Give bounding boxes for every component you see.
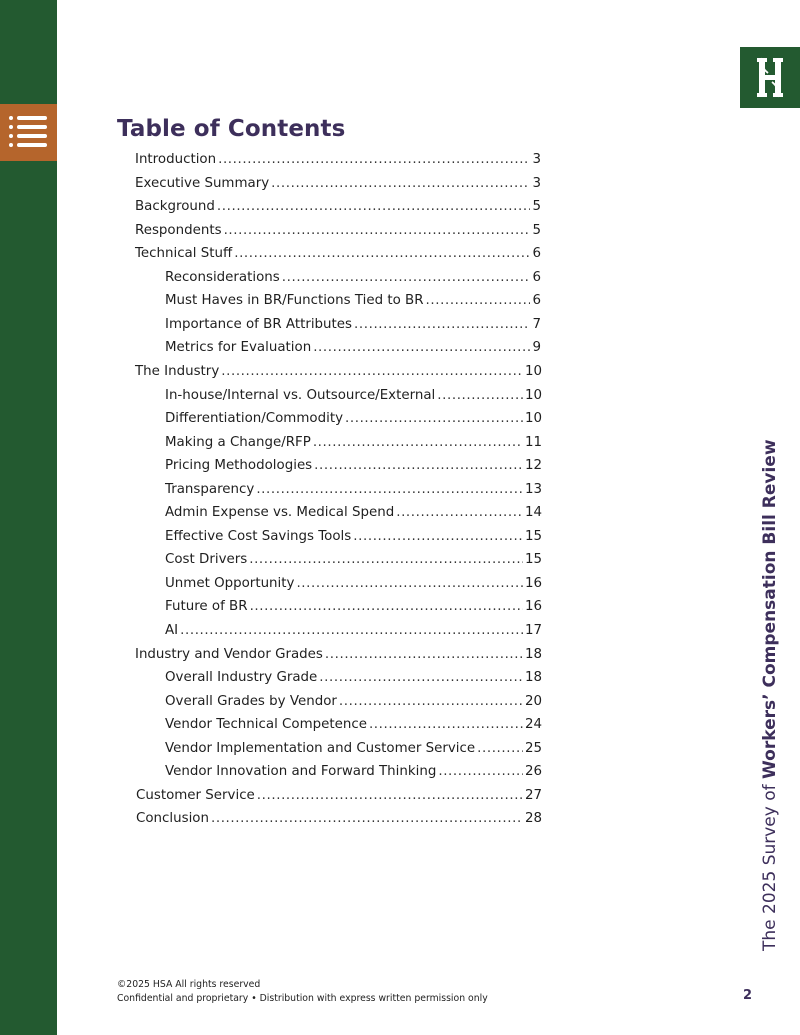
toc-dot-leader xyxy=(296,574,523,594)
toc-entry-label: Conclusion xyxy=(136,811,209,827)
toc-entry-page: 6 xyxy=(532,293,541,309)
toc-entry[interactable] xyxy=(165,456,542,476)
toc-entry[interactable] xyxy=(165,268,541,288)
toc-entry-label: Introduction xyxy=(135,152,217,167)
toc-dot-leader xyxy=(396,503,523,523)
toc-entry-label: Vendor Innovation and Forward Thinking xyxy=(165,764,437,780)
toc-title: Table of Contents xyxy=(117,116,346,142)
hsa-h-logo-icon xyxy=(740,47,800,108)
toc-entry-page: 12 xyxy=(524,458,542,474)
toc-dot-leader xyxy=(217,197,531,217)
copyright-line: ©2025 HSA All rights reserved xyxy=(117,979,261,990)
confidential-line: Confidential and proprietary • Distribution with express written permission only xyxy=(117,993,488,1004)
toc-dot-leader xyxy=(477,739,523,759)
toc-entry-label: Cost Drivers xyxy=(165,552,248,568)
toc-dot-leader xyxy=(345,409,523,429)
toc-dot-leader xyxy=(211,809,523,829)
toc-entry-label: Transparency xyxy=(165,481,255,497)
toc-entry-page: 5 xyxy=(532,222,541,238)
toc-entry-page: 10 xyxy=(524,411,542,427)
toc-dot-leader xyxy=(271,174,530,194)
toc-entry-page: 10 xyxy=(524,387,542,403)
toc-entry-page: 3 xyxy=(532,175,541,191)
toc-entry[interactable] xyxy=(135,362,542,382)
toc-entry[interactable] xyxy=(165,550,542,570)
toc-dot-leader xyxy=(234,244,530,264)
side-title-prefix: The 2025 Survey of xyxy=(760,778,780,951)
toc-entry-label: Unmet Opportunity xyxy=(165,575,295,591)
toc-entry-page: 24 xyxy=(524,717,542,733)
toc-entry[interactable] xyxy=(165,433,542,453)
toc-entry-label: Reconsiderations xyxy=(165,269,280,285)
toc-entry-page: 15 xyxy=(524,552,542,568)
toc-entry[interactable] xyxy=(165,597,542,617)
toc-entry-label: Overall Industry Grade xyxy=(165,670,318,686)
toc-entry-label: Effective Cost Savings Tools xyxy=(165,528,352,544)
document-side-title xyxy=(760,439,780,951)
toc-entry-page: 11 xyxy=(524,434,542,450)
toc-dot-leader xyxy=(250,597,523,617)
toc-entry[interactable] xyxy=(136,786,542,806)
toc-entry-label: Respondents xyxy=(135,222,222,238)
list-menu-icon[interactable] xyxy=(0,104,57,161)
toc-entry[interactable] xyxy=(135,221,541,241)
toc-entry[interactable] xyxy=(165,692,542,712)
toc-entry-label: Vendor Implementation and Customer Service xyxy=(165,740,476,756)
toc-dot-leader xyxy=(218,150,530,170)
toc-entry-label: Making a Change/RFP xyxy=(165,434,311,450)
toc-entry[interactable] xyxy=(165,574,542,594)
toc-entry-label: Industry and Vendor Grades xyxy=(135,646,323,662)
toc-entry-page: 6 xyxy=(532,269,541,285)
toc-dot-leader xyxy=(221,362,523,382)
toc-entry-page: 28 xyxy=(524,811,542,827)
toc-entry-page: 18 xyxy=(524,670,542,686)
toc-entry[interactable] xyxy=(165,386,542,406)
toc-entry-label: The Industry xyxy=(135,363,220,379)
toc-dot-leader xyxy=(354,315,530,335)
toc-entry-label: Must Haves in BR/Functions Tied to BR xyxy=(165,293,424,309)
toc-entry-label: Executive Summary xyxy=(135,175,270,191)
toc-entry-page: 20 xyxy=(524,693,542,709)
toc-entry-page: 17 xyxy=(524,623,542,638)
toc-dot-leader xyxy=(369,715,523,735)
toc-entry-page: 3 xyxy=(532,152,541,167)
toc-dot-leader xyxy=(313,433,523,453)
toc-entry-label: Pricing Methodologies xyxy=(165,458,313,474)
toc-dot-leader xyxy=(224,221,531,241)
toc-entry[interactable] xyxy=(165,480,542,500)
toc-dot-leader xyxy=(180,621,523,641)
toc-dot-leader xyxy=(319,668,523,688)
toc-entry[interactable] xyxy=(165,503,542,523)
toc-dot-leader xyxy=(282,268,531,288)
toc-entry-page: 16 xyxy=(524,599,542,615)
toc-entry-page: 5 xyxy=(532,199,541,215)
toc-dot-leader xyxy=(257,786,523,806)
toc-dot-leader xyxy=(353,527,523,547)
toc-entry[interactable] xyxy=(136,809,542,829)
toc-entry[interactable] xyxy=(165,621,542,641)
page-footer xyxy=(117,978,488,1006)
toc-entry-label: Vendor Technical Competence xyxy=(165,717,367,733)
toc-dot-leader xyxy=(437,386,523,406)
toc-entry-page: 26 xyxy=(524,764,542,780)
toc-entry-page: 13 xyxy=(524,481,542,497)
toc-entry-page: 15 xyxy=(524,528,542,544)
toc-entry-label: Admin Expense vs. Medical Spend xyxy=(165,505,395,521)
toc-entry-page: 14 xyxy=(524,505,542,521)
toc-dot-leader xyxy=(325,645,523,665)
toc-dot-leader xyxy=(438,762,523,782)
toc-entry[interactable] xyxy=(165,338,541,358)
toc-entry-page: 16 xyxy=(524,575,542,591)
toc-entry[interactable] xyxy=(165,315,541,335)
toc-dot-leader xyxy=(314,456,523,476)
toc-dot-leader xyxy=(339,692,523,712)
toc-entry-page: 7 xyxy=(532,316,541,332)
toc-dot-leader xyxy=(313,338,530,358)
toc-entry[interactable] xyxy=(165,715,542,735)
toc-entry-page: 10 xyxy=(524,363,542,379)
toc-dot-leader xyxy=(256,480,523,500)
toc-entry[interactable] xyxy=(165,668,542,688)
toc-entry-label: In-house/Internal vs. Outsource/External xyxy=(165,387,436,403)
toc-entry-label: Future of BR xyxy=(165,599,248,615)
toc-entry-label: Technical Stuff xyxy=(135,246,233,262)
toc-dot-leader xyxy=(426,291,531,311)
toc-entry[interactable] xyxy=(135,174,541,194)
toc-entry[interactable] xyxy=(165,409,542,429)
toc-entry-label: Differentiation/Commodity xyxy=(165,411,343,427)
toc-dot-leader xyxy=(249,550,523,570)
toc-entry-label: AI xyxy=(165,623,179,638)
toc-entry-label: Background xyxy=(135,199,215,215)
toc-entry[interactable] xyxy=(135,197,541,217)
toc-entry[interactable] xyxy=(165,762,542,782)
toc-entry[interactable] xyxy=(135,645,542,665)
toc-entry-label: Customer Service xyxy=(136,787,255,803)
toc-entry[interactable] xyxy=(165,527,542,547)
page-number: 2 xyxy=(743,988,753,1003)
toc-entry-page: 27 xyxy=(524,787,542,803)
toc-entry[interactable] xyxy=(135,244,541,264)
toc-entry[interactable] xyxy=(165,739,542,759)
side-title-emphasis: Workers’ Compensation Bill Review xyxy=(760,439,780,779)
toc-entry-page: 25 xyxy=(524,740,542,756)
toc-entry-label: Metrics for Evaluation xyxy=(165,340,312,356)
toc-entry[interactable] xyxy=(165,291,541,311)
toc-entry-page: 18 xyxy=(524,646,542,662)
toc-entry-label: Overall Grades by Vendor xyxy=(165,693,337,709)
toc-entry-label: Importance of BR Attributes xyxy=(165,316,353,332)
toc-entry[interactable] xyxy=(135,150,541,170)
toc-entry-page: 9 xyxy=(532,340,541,356)
toc-entry-page: 6 xyxy=(532,246,541,262)
